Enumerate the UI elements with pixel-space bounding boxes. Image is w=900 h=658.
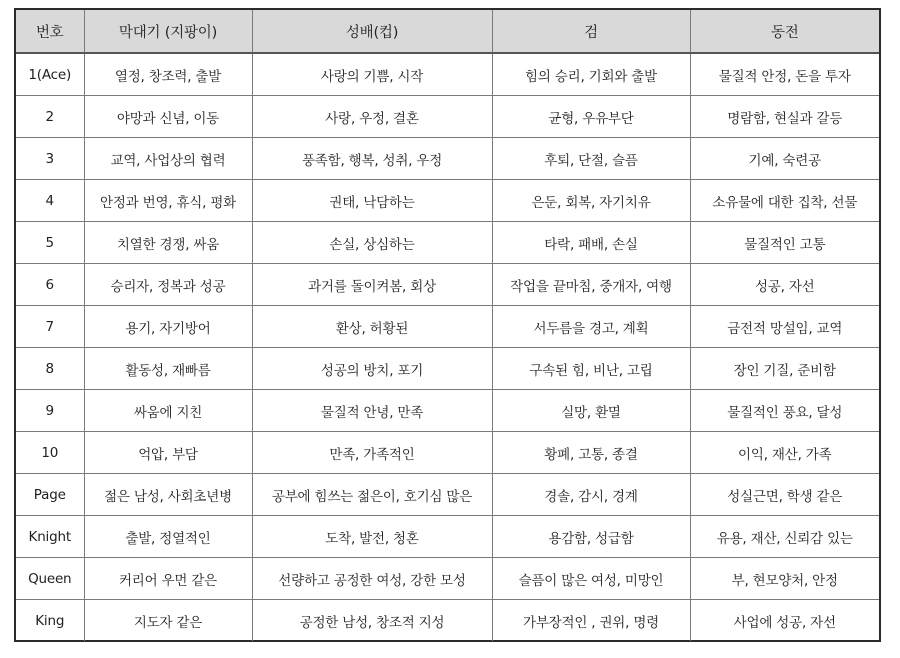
cups-cell: 권태, 낙담하는 <box>252 180 492 222</box>
cups-cell: 공부에 힘쓰는 젊은이, 호기심 많은 <box>252 474 492 516</box>
cups-cell: 과거를 돌이켜봄, 회상 <box>252 264 492 306</box>
swords-cell: 타락, 패배, 손실 <box>492 222 690 264</box>
cups-cell: 물질적 안녕, 만족 <box>252 390 492 432</box>
row-number-cell: 2 <box>16 96 84 138</box>
cups-cell: 선량하고 공정한 여성, 강한 모성 <box>252 558 492 600</box>
pentacles-cell: 유용, 재산, 신뢰감 있는 <box>690 516 879 558</box>
cups-cell: 손실, 상심하는 <box>252 222 492 264</box>
row-number-cell: 4 <box>16 180 84 222</box>
table-row <box>16 138 879 180</box>
table-row <box>16 390 879 432</box>
pentacles-cell: 물질적인 고통 <box>690 222 879 264</box>
swords-cell: 황폐, 고통, 종결 <box>492 432 690 474</box>
swords-cell: 구속된 힘, 비난, 고립 <box>492 348 690 390</box>
table-row <box>16 222 879 264</box>
cups-cell: 환상, 허황된 <box>252 306 492 348</box>
table-row <box>16 432 879 474</box>
pentacles-cell: 기예, 숙련공 <box>690 138 879 180</box>
table-row <box>16 180 879 222</box>
table-row <box>16 306 879 348</box>
table-row <box>16 96 879 138</box>
wands-cell: 젊은 남성, 사회초년병 <box>84 474 252 516</box>
pentacles-cell: 금전적 망설임, 교역 <box>690 306 879 348</box>
swords-cell: 경솔, 감시, 경계 <box>492 474 690 516</box>
tarot-meaning-table-container <box>14 8 881 642</box>
swords-cell: 서두름을 경고, 계획 <box>492 306 690 348</box>
cups-cell: 만족, 가족적인 <box>252 432 492 474</box>
swords-cell: 후퇴, 단절, 슬픔 <box>492 138 690 180</box>
wands-cell: 억압, 부담 <box>84 432 252 474</box>
header-cups: 성배(컵) <box>252 10 492 53</box>
table-row <box>16 600 879 642</box>
table-row <box>16 264 879 306</box>
wands-cell: 야망과 신념, 이동 <box>84 96 252 138</box>
wands-cell: 지도자 같은 <box>84 600 252 642</box>
pentacles-cell: 성실근면, 학생 같은 <box>690 474 879 516</box>
row-number-cell: 7 <box>16 306 84 348</box>
cups-cell: 공정한 남성, 창조적 지성 <box>252 600 492 642</box>
swords-cell: 균형, 우유부단 <box>492 96 690 138</box>
swords-cell: 실망, 환멸 <box>492 390 690 432</box>
table-row <box>16 53 879 96</box>
row-number-cell: Queen <box>16 558 84 600</box>
wands-cell: 교역, 사업상의 협력 <box>84 138 252 180</box>
swords-cell: 힘의 승리, 기회와 출발 <box>492 53 690 96</box>
table-row <box>16 474 879 516</box>
cups-cell: 풍족함, 행복, 성취, 우정 <box>252 138 492 180</box>
swords-cell: 은둔, 회복, 자기치유 <box>492 180 690 222</box>
row-number-cell: 9 <box>16 390 84 432</box>
pentacles-cell: 소유물에 대한 집착, 선물 <box>690 180 879 222</box>
cups-cell: 도착, 발전, 청혼 <box>252 516 492 558</box>
pentacles-cell: 이익, 재산, 가족 <box>690 432 879 474</box>
pentacles-cell: 부, 현모양처, 안정 <box>690 558 879 600</box>
row-number-cell: 5 <box>16 222 84 264</box>
wands-cell: 열정, 창조력, 출발 <box>84 53 252 96</box>
wands-cell: 커리어 우먼 같은 <box>84 558 252 600</box>
table-header-row <box>16 10 879 53</box>
swords-cell: 작업을 끝마침, 중개자, 여행 <box>492 264 690 306</box>
swords-cell: 용감함, 성급함 <box>492 516 690 558</box>
cups-cell: 사랑, 우정, 결혼 <box>252 96 492 138</box>
header-wands: 막대기 (지팡이) <box>84 10 252 53</box>
wands-cell: 용기, 자기방어 <box>84 306 252 348</box>
wands-cell: 싸움에 지친 <box>84 390 252 432</box>
row-number-cell: Page <box>16 474 84 516</box>
row-number-cell: King <box>16 600 84 642</box>
table-row <box>16 516 879 558</box>
pentacles-cell: 사업에 성공, 자선 <box>690 600 879 642</box>
wands-cell: 출발, 정열적인 <box>84 516 252 558</box>
wands-cell: 활동성, 재빠름 <box>84 348 252 390</box>
pentacles-cell: 명람함, 현실과 갈등 <box>690 96 879 138</box>
tarot-meaning-table <box>16 10 879 641</box>
pentacles-cell: 성공, 자선 <box>690 264 879 306</box>
cups-cell: 성공의 방치, 포기 <box>252 348 492 390</box>
cups-cell: 사랑의 기쁨, 시작 <box>252 53 492 96</box>
row-number-cell: 1(Ace) <box>16 53 84 96</box>
row-number-cell: Knight <box>16 516 84 558</box>
row-number-cell: 3 <box>16 138 84 180</box>
wands-cell: 치열한 경쟁, 싸움 <box>84 222 252 264</box>
header-swords: 검 <box>492 10 690 53</box>
table-row <box>16 558 879 600</box>
header-number: 번호 <box>16 10 84 53</box>
swords-cell: 슬픔이 많은 여성, 미망인 <box>492 558 690 600</box>
wands-cell: 안정과 번영, 휴식, 평화 <box>84 180 252 222</box>
table-row <box>16 348 879 390</box>
swords-cell: 가부장적인 , 권위, 명령 <box>492 600 690 642</box>
pentacles-cell: 물질적 안정, 돈을 투자 <box>690 53 879 96</box>
pentacles-cell: 물질적인 풍요, 달성 <box>690 390 879 432</box>
wands-cell: 승리자, 정복과 성공 <box>84 264 252 306</box>
pentacles-cell: 장인 기질, 준비함 <box>690 348 879 390</box>
header-pentacles: 동전 <box>690 10 879 53</box>
row-number-cell: 10 <box>16 432 84 474</box>
row-number-cell: 8 <box>16 348 84 390</box>
row-number-cell: 6 <box>16 264 84 306</box>
